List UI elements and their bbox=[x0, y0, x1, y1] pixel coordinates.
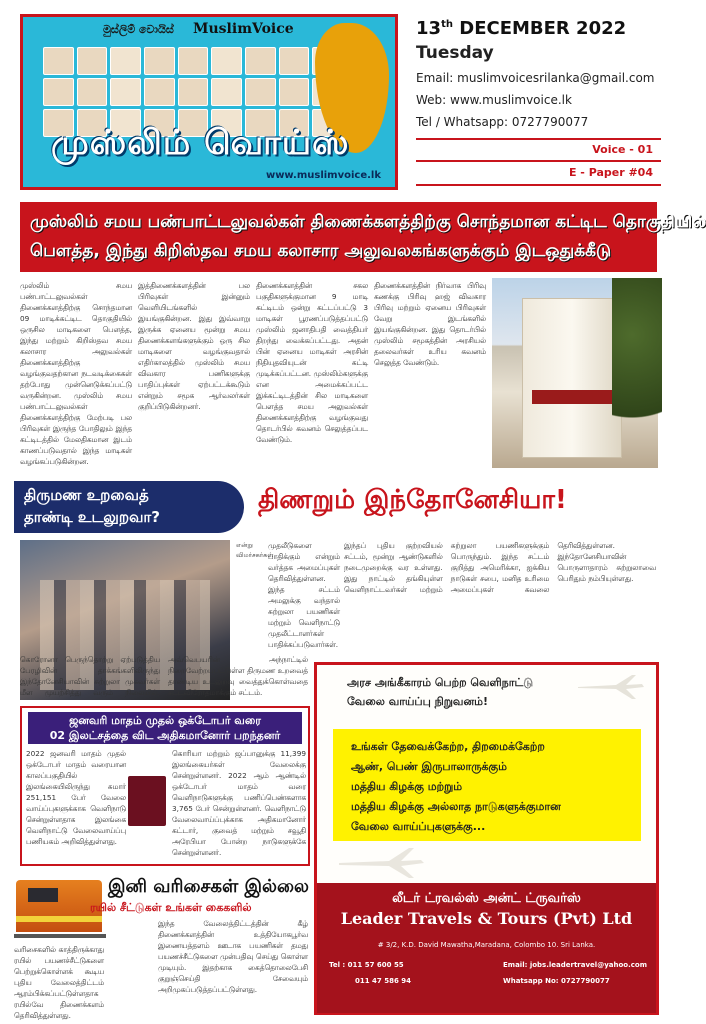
tree-shape bbox=[612, 278, 662, 468]
ad-offer-line: ஆண், பெண் இருபாலாருக்கும் bbox=[351, 760, 507, 773]
indonesia-section-header bbox=[14, 481, 659, 533]
contact-web[interactable]: Web: www.muslimvoice.lk bbox=[416, 93, 572, 107]
masthead-sinhala-title: මුස්ලිම් වොයිස් bbox=[103, 23, 174, 36]
company-phone: Tel : 011 57 600 55 bbox=[329, 961, 404, 969]
article-column: கொரோனா பெருந்தொற்று ஏற்படுத்திய பேரழிவின் தாக்கங்களிலிருந்து இந்தோனேசியாவின் சுற்றுலா முகவர்கள் மீள முயற்சித்து வரும் நிலையில், அவ்வெபயரின் அந்நாட்டில் நிறைவேற்றப்பட்டுள்ள திருமண உறவைத் தாண்டிய உடலுறவு வைத்துக்கொள்வதை சட்டவிரோதமாக்கும் சட்டம். bbox=[20, 655, 308, 697]
photo-caption: என்று விமர்சகர்கள் bbox=[236, 541, 274, 559]
migration-headline-line: 02 இலட்சத்தை விட அதிகமானோர் பறந்தனர் bbox=[49, 729, 281, 742]
company-name-english: Leader Travels & Tours (Pvt) Ltd bbox=[340, 909, 633, 928]
article-column: வரிசைகளில் காத்திருக்காது ரயில் பயணச்சீட்டுகளை பெற்றுக்கொள்ளக் கூடிய புதிய வேலைத்திட்டம் ஆரம்பிக்கப்பட்டுள்ளதாக ரயில்வே திணைக்களம் தெரிவித்துள்ளது. bbox=[14, 945, 104, 1020]
lead-headline-line: முஸ்லிம் சமய பண்பாட்டலுவல்கள் திணைக்களத்திற்கு சொந்தமான கட்டிட தொகுதியில் bbox=[30, 212, 706, 232]
building-shape bbox=[522, 298, 622, 458]
locomotive-stripe bbox=[16, 916, 102, 922]
company-phone: 011 47 586 94 bbox=[355, 977, 412, 985]
portrait-image bbox=[77, 78, 108, 106]
portrait-image bbox=[144, 78, 175, 106]
portrait-image bbox=[110, 78, 141, 106]
portrait-image bbox=[245, 47, 276, 75]
epaper-number: E - Paper #04 bbox=[568, 166, 653, 179]
portrait-image bbox=[211, 78, 242, 106]
masthead-english-title: MuslimVoice bbox=[193, 21, 294, 37]
header-divider bbox=[416, 138, 661, 140]
issue-date: 13th DECEMBER 2022 bbox=[416, 18, 627, 39]
locomotive-window bbox=[28, 888, 58, 902]
building-sign bbox=[532, 390, 612, 404]
issue-weekday: Tuesday bbox=[416, 43, 494, 63]
company-email[interactable]: Email: jobs.leadertravel@yahoo.com bbox=[503, 961, 647, 969]
portrait-image bbox=[279, 78, 310, 106]
company-address: # 3/2, K.D. David Mawatha,Maradana, Colombo 10. Sri Lanka. bbox=[377, 941, 596, 949]
header-divider bbox=[416, 160, 661, 162]
migration-headline[interactable] bbox=[28, 712, 302, 744]
lead-headline[interactable] bbox=[20, 202, 706, 272]
building-photo bbox=[492, 278, 658, 468]
company-name-tamil: லீடர் ட்ரவல்ஸ் அன்ட் ட்ருவர்ஸ் bbox=[392, 891, 581, 906]
train-subheadline: ரயில் சீட்டுகள் உங்கள் கைகளில் bbox=[90, 901, 252, 914]
portrait-image bbox=[43, 47, 74, 75]
header-divider bbox=[416, 184, 661, 186]
passport-icon bbox=[128, 776, 166, 826]
ad-intro-line: வேலை வாய்ப்பு நிறுவனம்! bbox=[347, 695, 488, 708]
portrait-image bbox=[144, 47, 175, 75]
masthead bbox=[20, 14, 398, 190]
rail-line bbox=[14, 934, 106, 938]
ad-offer-line: மத்திய கிழக்கு அல்லாத நாடுகளுக்குமான bbox=[351, 800, 561, 813]
ad-offer-line: உங்கள் தேவைக்கேற்ற, திறமைக்கேற்ற bbox=[351, 740, 545, 753]
travel-advertisement[interactable] bbox=[314, 662, 659, 1015]
portrait-image bbox=[178, 78, 209, 106]
section-title[interactable]: திணறும் இந்தோனேசியா! bbox=[258, 485, 567, 515]
section-kicker bbox=[14, 481, 244, 533]
article-column: திணைக்களத்தின் சகல பகுதிகளுக்குமான 9 மாடி கட்டிடம் ஒன்று கட்டப்பட்டு 3 மாடிகள் பூரணப்படுத்தப்பட்டு முஸ்லிம் ஜனாதிபதி வைத்தியர் திறந்து வைக்கப்பட்டது. அதன் பின் ஏனைய மாடிகள் அரசின் நிதியுதவியுடன் கட்டி முடிக்கப்பட்டன. முஸ்லிம்களுக்கு என அமைக்கப்பட்ட இக்கட்டிடத்தின் சில மாடிகளை பௌத்த சமய அலுவல்கள் திணைக்களத்திற்கு வழங்குவது தொடர்பில் கவனம் செலுத்தப்பட வேண்டும். bbox=[256, 281, 368, 444]
ad-offer-line: மத்திய கிழக்கு மற்றும் bbox=[351, 780, 463, 793]
portrait-image bbox=[43, 78, 74, 106]
contact-phone: Tel / Whatsapp: 0727790077 bbox=[416, 115, 589, 129]
lead-headline-line: பௌத்த, இந்து கிறிஸ்தவ சமய கலாசார அலுவலகங்களுக்கும் இடஒதுக்கீடு bbox=[30, 241, 612, 261]
article-column: திணைக்களத்தின் நிர்வாக பிரிவு கணக்கு பிரிவு ஹஜ் விவகார பிரிவு மற்றும் ஏனைய பிரிவுகள் வேறு இடங்களில் இயங்குகின்றன. இது தொடர்பில் முஸ்லிம் சமூகத்தின் அரசியல் தலைவர்கள் உரிய கவனம் செலுத்த வேண்டும். bbox=[374, 281, 486, 367]
masthead-tamil-title: முஸ்லிம் வொய்ஸ் bbox=[51, 123, 350, 163]
header-info bbox=[416, 18, 661, 129]
train-headline[interactable]: இனி வரிசைகள் இல்லை bbox=[108, 876, 309, 897]
portrait-image bbox=[77, 47, 108, 75]
article-column: இந்தப் புதிய குற்றவியல் சட்டம், மூன்று ஆண்டுகளில் நடைமுறைக்கு வர உள்ளது. இது நாட்டில் தங்கியுள்ள வெளிநாட்டவர்கள் மற்றும் சுற்றுலா பயணிகளுக்கும் பொருந்தும். இந்த சட்டம் குறித்து அமெரிக்கா, ஐக்கிய நாடுகள் சபை, மனித உரிமை அமைப்புகள் கவலை தெரிவித்துள்ளன. இந்தோனேசியாவின் பொருளாதாரம் சுற்றுலாவை பெரிதும் நம்பியுள்ளது. bbox=[344, 541, 656, 594]
contact-email[interactable]: Email: muslimvoicesrilanka@gmail.com bbox=[416, 71, 655, 85]
ad-offer-panel bbox=[333, 729, 641, 841]
masthead-website[interactable]: www.muslimvoice.lk bbox=[265, 170, 381, 181]
portrait-image bbox=[211, 47, 242, 75]
migration-headline-line: ஜனவரி மாதம் முதல் ஒக்டோபர் வரை bbox=[69, 714, 261, 727]
kicker-line: திருமண உறவைத் bbox=[24, 486, 149, 504]
article-column: கொரியா மற்றும் ஜப்பானுக்கு 11,399 இலங்கையர்கள் வேலைக்கு சென்றுள்ளனர். 2022 ஆம் ஆண்டில் ஒக்டோபர் மாதம் வரை வெளிநாடுகளுக்கு பணிப்பெண்களாக 3,765 பேர் சென்றுள்ளனர். வெளிநாட்டு வேலைவாய்ப்புக்காக அதிகமானோர் கட்டார், குவைத் மற்றும் சவூதி அரேபியா போன்ற நாடுகளுக்கே சென்றுள்ளனர். bbox=[172, 749, 306, 857]
airplane-icon bbox=[576, 671, 646, 701]
article-column: இந்த வேலைத்திட்டத்தின் கீழ் திணைக்களத்தின் உத்தியோகபூர்வ இணையத்தளம் ஊடாக பயணிகள் தமது பயணச்சீட்டுகளை முன்பதிவு செய்து கொள்ள முடியும். இதற்காக கைத்தொலைபேசி குறுஞ்செய்தி சேவையும் அறிமுகப்படுத்தப்பட்டுள்ளது. bbox=[158, 919, 308, 994]
portrait-image bbox=[178, 47, 209, 75]
ad-company-band bbox=[317, 883, 656, 1013]
migration-article-box bbox=[20, 706, 310, 866]
article-column: 2022 ஜனவரி மாதம் முதல் ஒக்டோபர் மாதம் வரையான காலப்பகுதியில் இலங்கையிலிருந்து சுமார் 251,151 பேர் வேலை வாய்ப்புகளுக்காக வெளிநாடு சென்றுள்ளதாக இலங்கை வெளிநாட்டு வேலைவாய்ப்பு பணியகம் அறிவித்துள்ளது. bbox=[26, 749, 126, 846]
portrait-image bbox=[110, 47, 141, 75]
portrait-image bbox=[279, 47, 310, 75]
company-whatsapp: Whatsapp No: 0727790077 bbox=[503, 977, 610, 985]
airplane-icon bbox=[337, 843, 427, 881]
article-column: இத்திணைக்களத்தின் பல பிரிவுகள் இன்னும் வெளியிடங்களில் இயங்குகின்றன. இது இவ்வாறு இருக்க ஏனைய மூன்று சமய திணைக்களங்களுக்கும் ஒரு சில மாடிகளை வழங்குவதால் எதிர்காலத்தில் முஸ்லிம் சமய விவகார பணிகளுக்கு பாதிப்புக்கள் ஏற்பட்டக்கூடும் என்றும் சமூக ஆர்வலர்கள் குறிப்பிடுகின்றனர். bbox=[138, 281, 250, 411]
portrait-image bbox=[245, 78, 276, 106]
kicker-line: தாண்டி உடலுறவா? bbox=[24, 508, 160, 526]
article-column: முஸ்லிம் சமய பண்பாட்டலுவல்கள் திணைக்களத்திற்கு சொந்தமான 09 மாடிக்கட்டிட தொகுதியில் ஒருசில மாடிகளை பௌத்த, இந்து மற்றும் கிறிஸ்தவ சமய கலாசார அலுவல்கள் திணைக்களத்திற்கு வழங்குவதற்கான நடவடிக்கைகள் தற்போது முன்னெடுக்கப்பட்டு வருகின்றன. முஸ்லிம் சமய பண்பாட்டலுவல்கள் திணைக்களத்திற்கு மேற்படி பல பிரிவுகள் இருந்த போதிலும் இந்த கட்டிடத்தில் மேலதிகமான இடம் காணப்படுவதால் இந்த மாடிகள் வழங்கப்படுகின்றன. bbox=[20, 281, 132, 466]
ad-offer-line: வேலை வாய்ப்புகளுக்கு... bbox=[351, 820, 486, 833]
ad-intro-line: அரச அங்கீகாரம் பெற்ற வெளிநாட்டு bbox=[347, 676, 534, 689]
article-column: முதலீடுகளை பாதிக்கும் என்றும் வர்த்தக அமைப்புகள் தெரிவித்துள்ளன. இந்த சட்டம் அமலுக்கு வந்தால் சுற்றுலா பயணிகள் மற்றும் வெளிநாட்டு முதலீட்டாளர்கள் பாதிக்கப்படுவார்கள். bbox=[268, 541, 340, 649]
volume-label: Voice - 01 bbox=[592, 143, 653, 156]
